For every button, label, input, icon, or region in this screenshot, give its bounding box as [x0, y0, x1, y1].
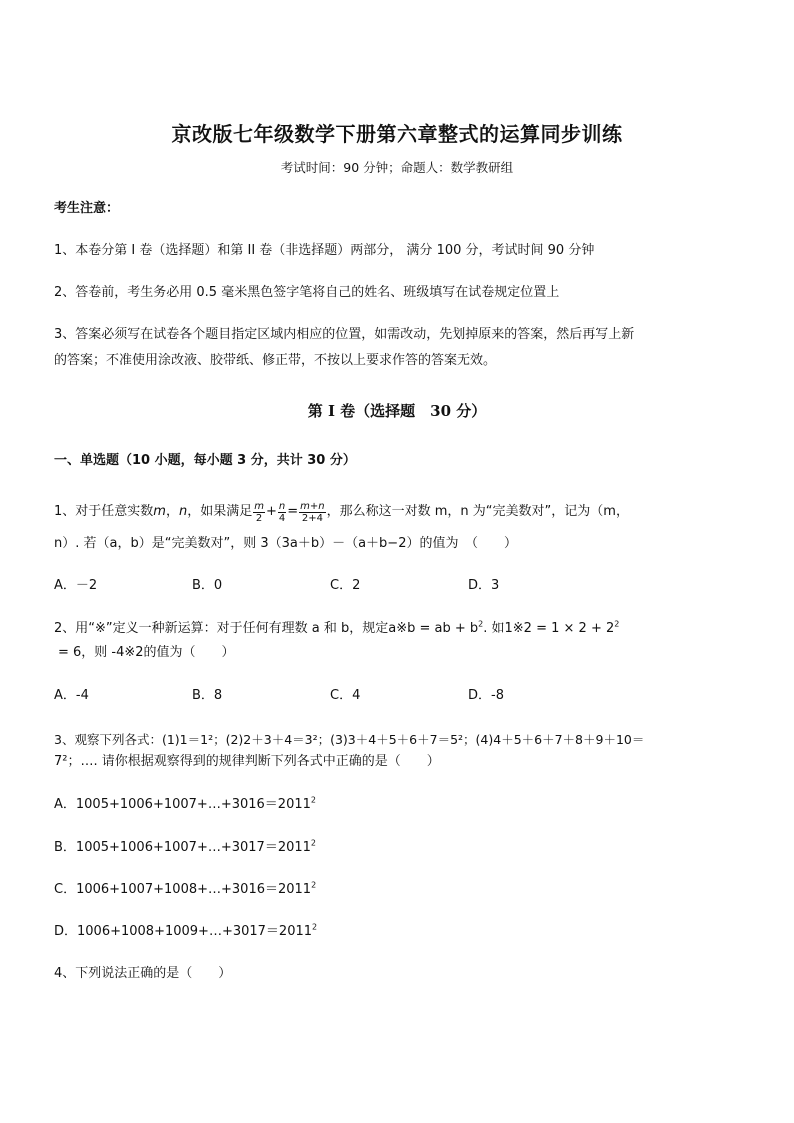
q1-fraction-3 [299, 501, 325, 524]
q3-option-c-sup: 2 [311, 880, 317, 890]
q1-option-d[interactable]: D．3 [468, 578, 500, 593]
q1-var-n: n [178, 504, 188, 519]
q1-option-b[interactable]: B．0 [192, 578, 223, 593]
q1-f2-numerator: n [278, 500, 286, 512]
q2-option-d[interactable]: D．-8 [468, 688, 504, 703]
question-3-line-2: 7²；…. 请你根据观察得到的规律判断下列各式中正确的是（ ） [54, 754, 440, 769]
q1-plus: + [265, 504, 277, 519]
q3-option-d-sup: 2 [312, 922, 318, 932]
q1-mid: ，如果满足 [187, 504, 253, 519]
q3-option-b-sup: 2 [310, 838, 317, 848]
question-1-line-2: n）. 若（a，b）是“完美数对”，则 3（3a＋b）－（a＋b−2）的值为 （ ） [54, 536, 517, 551]
q2-line-1-a: 2、用“※”定义一种新运算：对于任何有理数 a 和 b，规定a※b = ab + b [54, 621, 479, 636]
q1-option-c[interactable]: C．2 [330, 578, 361, 593]
q3-option-a[interactable] [54, 795, 316, 815]
notes-item-3-line-2: 的答案；不准使用涂改液、胶带纸、修正带，不按以上要求作答的答案无效。 [54, 353, 497, 368]
q3-option-d[interactable] [54, 922, 317, 942]
page-subtitle: 考试时间：90 分钟；命题人：数学教研组 [280, 160, 514, 175]
q2-line-1-b: . 如1※2 = 1 × 2 + 2 [483, 621, 615, 636]
q1-equals: = [287, 504, 299, 519]
q3-option-b-text: B．1005+1006+1007+…+3017＝2011 [54, 840, 311, 855]
q2-option-a[interactable]: A．-4 [54, 688, 89, 703]
question-4-line-1: 4、下列说法正确的是（ ） [54, 966, 232, 981]
notes-item-2: 2、答卷前，考生务必用 0.5 毫米黑色签字笔将自己的姓名、班级填写在试卷规定位置上 [54, 285, 560, 300]
question-2-line-1 [54, 619, 619, 639]
q3-option-a-text: A．1005+1006+1007+…+3016＝2011 [54, 797, 311, 812]
question-2-line-2: = 6，则 -4※2的值为（ ） [58, 645, 235, 660]
page-title: 京改版七年级数学下册第六章整式的运算同步训练 [171, 122, 623, 146]
q1-fraction-1 [253, 501, 265, 524]
part-heading: 一、单选题（10 小题，每小题 3 分，共计 30 分） [54, 453, 356, 468]
q2-sup-2: 2 [614, 619, 620, 629]
q3-option-a-sup: 2 [310, 795, 316, 805]
q1-f3-numerator: m+n [300, 500, 325, 512]
notes-heading: 考生注意： [54, 201, 120, 216]
q1-f3-denominator: 2+4 [301, 512, 323, 524]
q1-comma: ， [165, 504, 179, 519]
q2-sup-1: 2 [478, 619, 484, 629]
q3-option-c-text: C．1006+1007+1008+…+3016＝2011 [54, 882, 312, 897]
q3-option-b[interactable] [54, 838, 316, 858]
q1-option-a[interactable]: A．－2 [54, 578, 98, 593]
q1-lead: 1、对于任意实数 [54, 504, 154, 519]
q3-option-d-text: D．1006+1008+1009+…+3017＝2011 [54, 924, 313, 939]
question-1-line-1 [54, 500, 629, 524]
q1-f1-numerator: m [254, 500, 264, 512]
q3-option-c[interactable] [54, 880, 316, 900]
q2-option-b[interactable]: B．8 [192, 688, 223, 703]
q2-option-c[interactable]: C．4 [330, 688, 361, 703]
q1-var-m: m [153, 504, 166, 519]
question-3-line-1: 3、观察下列各式：(1)1＝1²；(2)2＋3＋4＝3²；(3)3＋4＋5＋6＋7＝5²；(4)4＋5＋6＋7＋8＋9＋10＝ [54, 732, 645, 747]
q1-fraction-2 [278, 501, 286, 524]
notes-item-1: 1、本卷分第 I 卷（选择题）和第 II 卷（非选择题）两部分， 满分 100 分，考试时间 90 分钟 [54, 243, 595, 258]
q1-f2-denominator: 4 [278, 512, 286, 524]
q1-f1-denominator: 2 [255, 512, 263, 524]
q1-tail: ，那么称这一对数 m，n 为“完美数对”，记为（m， [326, 504, 629, 519]
section-title: 第 I 卷（选择题 30 分） [307, 402, 487, 420]
notes-item-3-line-1: 3、答案必须写在试卷各个题目指定区域内相应的位置，如需改动，先划掉原来的答案，然后再写上新 [54, 327, 635, 342]
